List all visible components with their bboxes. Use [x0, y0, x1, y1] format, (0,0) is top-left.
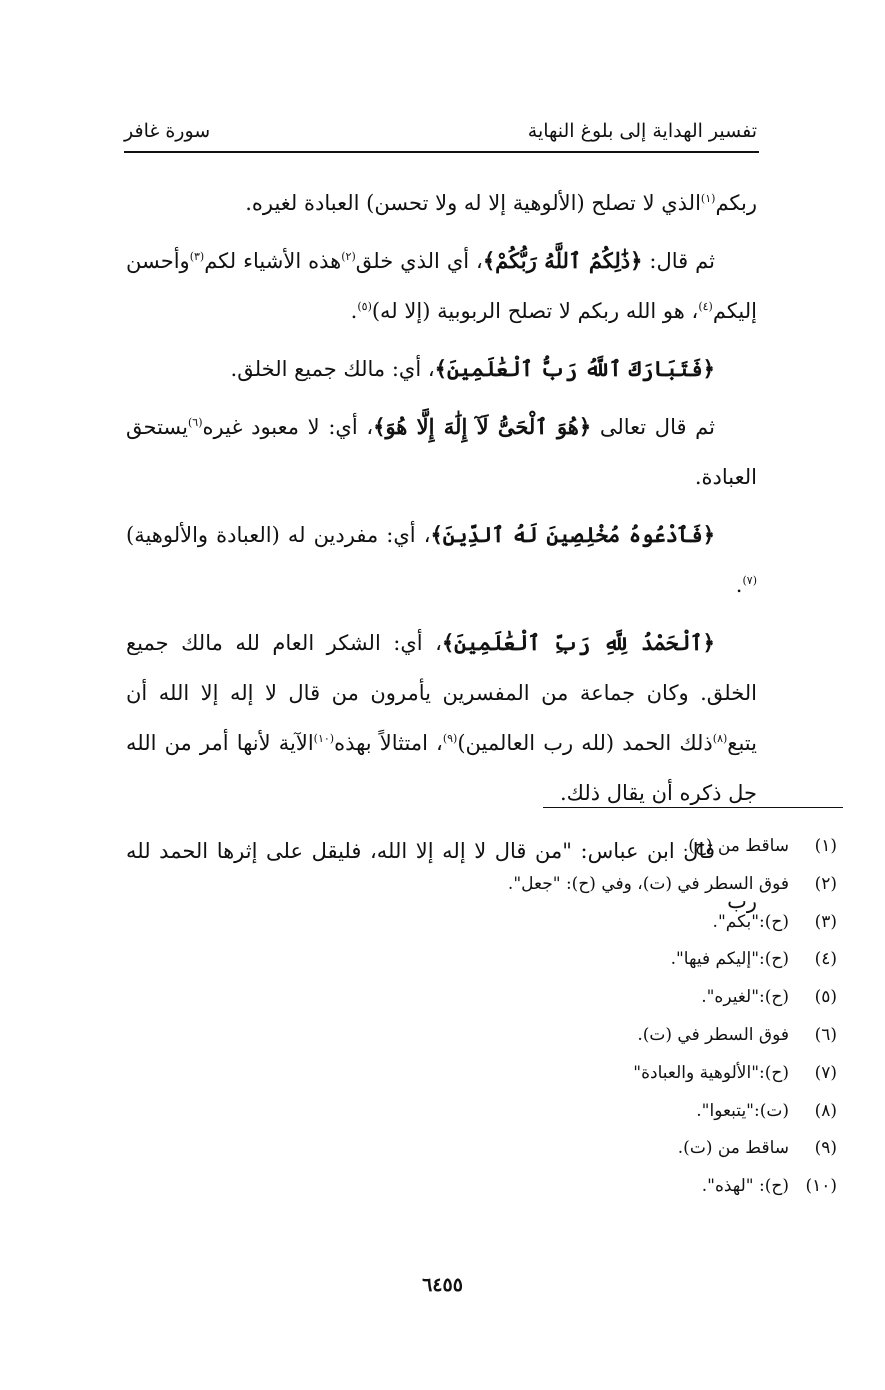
footnote-text: (ح):"لغيره".: [701, 987, 789, 1008]
text-run: ، هو الله ربكم لا تصلح الربوبية (إلا له): [371, 299, 699, 323]
body-paragraph: [126, 178, 757, 228]
footnote-item: [277, 1055, 837, 1093]
footnote-number: (٦): [814, 1024, 837, 1045]
body-paragraph: [126, 402, 757, 502]
footnote-ref: (٨): [712, 732, 728, 745]
header-rule: [124, 151, 759, 153]
footnote-number: (١٠): [805, 1176, 837, 1197]
body-paragraph: [126, 344, 757, 394]
footnote-ref: (١٠): [313, 732, 335, 745]
text-run: يستحق العبادة.: [126, 415, 757, 489]
footnote-item: [277, 1130, 837, 1168]
footnote-number: (٥): [814, 987, 837, 1008]
footnote-ref: (٦): [188, 416, 203, 429]
footnote-text: فوق السطر في (ت)، وفي (ح): "جعل".: [507, 873, 789, 894]
footnote-number: (٩): [814, 1138, 837, 1159]
body-paragraph: [126, 618, 757, 818]
quran-verse: ﴿فَٱدْعُوهُ مُخْلِصِينَ لَهُ ٱلدِّينَ﴾: [430, 522, 715, 547]
page-number: ٦٤٥٥: [422, 1274, 463, 1296]
footnote-text: (ت):"يتبعوا".: [696, 1100, 789, 1121]
footnote-ref: (٣): [189, 250, 205, 263]
text-run: ، أي: مفردين له (العبادة والألوهية): [126, 523, 431, 547]
body-paragraph: [126, 236, 757, 336]
footnote-number: (٧): [814, 1062, 837, 1083]
surah-name: سورة غافر: [124, 120, 211, 142]
footnote-rule: [543, 807, 843, 808]
footnote-ref: (٢): [341, 250, 356, 263]
text-run: الآية لأنها أمر من الله جل ذكره أن يقال ذلك.: [126, 731, 757, 805]
footnote-ref: (٧): [742, 574, 757, 587]
footnote-item: [277, 941, 837, 979]
footnote-ref: (٥): [357, 300, 372, 313]
text-run: الذي لا تصلح (الألوهية إلا له ولا تحسن) العبادة لغيره.: [245, 191, 701, 215]
text-run: .: [735, 573, 743, 597]
footnote-number: (٢): [814, 873, 837, 894]
footnote-text: (ح):"الألوهية والعبادة": [633, 1062, 789, 1083]
footnotes-list: [277, 828, 837, 1206]
book-title: تفسير الهداية إلى بلوغ النهاية: [527, 120, 757, 142]
quran-verse: ﴿ذَٰلِكُمُ ٱللَّهُ رَبُّكُمْ﴾: [482, 248, 643, 273]
quran-verse: ﴿فَتَبَارَكَ ٱللَّهُ رَبُّ ٱلْعَٰلَمِينَ﴾: [434, 356, 715, 381]
text-run: ، أي: مالك جميع الخلق.: [230, 357, 435, 381]
text-run: .: [350, 299, 358, 323]
footnote-number: (٤): [814, 949, 837, 970]
footnote-item: [277, 1093, 837, 1131]
footnote-text: ساقط من (ح).: [682, 836, 789, 856]
running-header: [124, 114, 757, 148]
body-text: [126, 178, 757, 926]
footnote-text: (ح):"بكم".: [712, 911, 789, 932]
footnote-text: ساقط من (ت).: [677, 1138, 789, 1159]
footnote-text: فوق السطر في (ت).: [637, 1024, 789, 1045]
footnote-text: (ح): "لهذه".: [701, 1176, 789, 1197]
text-run: ، أي: الشكر العام لله مالك جميع الخلق. وكان جماعة من المفسرين يأمرون من قال لا إله إلا الله أن يتبع: [126, 631, 757, 755]
footnote-ref: (٩): [442, 732, 458, 745]
text-run: ، أي: لا معبود غيره: [202, 415, 374, 439]
footnote-number: (١): [814, 836, 837, 856]
footnote-ref: (١): [700, 192, 716, 205]
text-run: قال ابن عباس: "من قال لا إله إلا الله، فليقل على إثرها الحمد لله رب: [126, 839, 757, 913]
quran-verse: ﴿ٱلْحَمْدُ لِلَّهِ رَبِّ ٱلْعَٰلَمِينَ﴾: [441, 630, 715, 655]
text-run: وأحسن إليكم: [126, 249, 757, 323]
footnote-item: [277, 904, 837, 942]
text-run: ذلك الحمد (لله رب العالمين): [457, 731, 713, 755]
footnote-item: [277, 1017, 837, 1055]
footnote-item: [277, 828, 837, 866]
text-run: هذه الأشياء لكم: [204, 249, 342, 273]
text-run: ثم قال تعالى: [591, 415, 715, 439]
text-run: ثم قال:: [642, 249, 715, 273]
footnote-item: [277, 979, 837, 1017]
footnote-number: (٨): [814, 1100, 837, 1121]
text-run: ، امتثالاً بهذه: [334, 731, 443, 755]
footnote-text: (ح):"إليكم فيها".: [670, 949, 789, 970]
footnote-ref: (٤): [698, 300, 713, 313]
text-run: ، أي الذي خلق: [355, 249, 483, 273]
footnote-item: [277, 866, 837, 904]
text-run: ربكم: [715, 191, 757, 215]
body-paragraph: [126, 510, 757, 610]
footnote-item: [277, 1168, 837, 1206]
footnote-number: (٣): [814, 911, 837, 932]
quran-verse: ﴿هُوَ ٱلْحَىُّ لَآ إِلَٰهَ إِلَّا هُوَ﴾: [373, 414, 592, 439]
